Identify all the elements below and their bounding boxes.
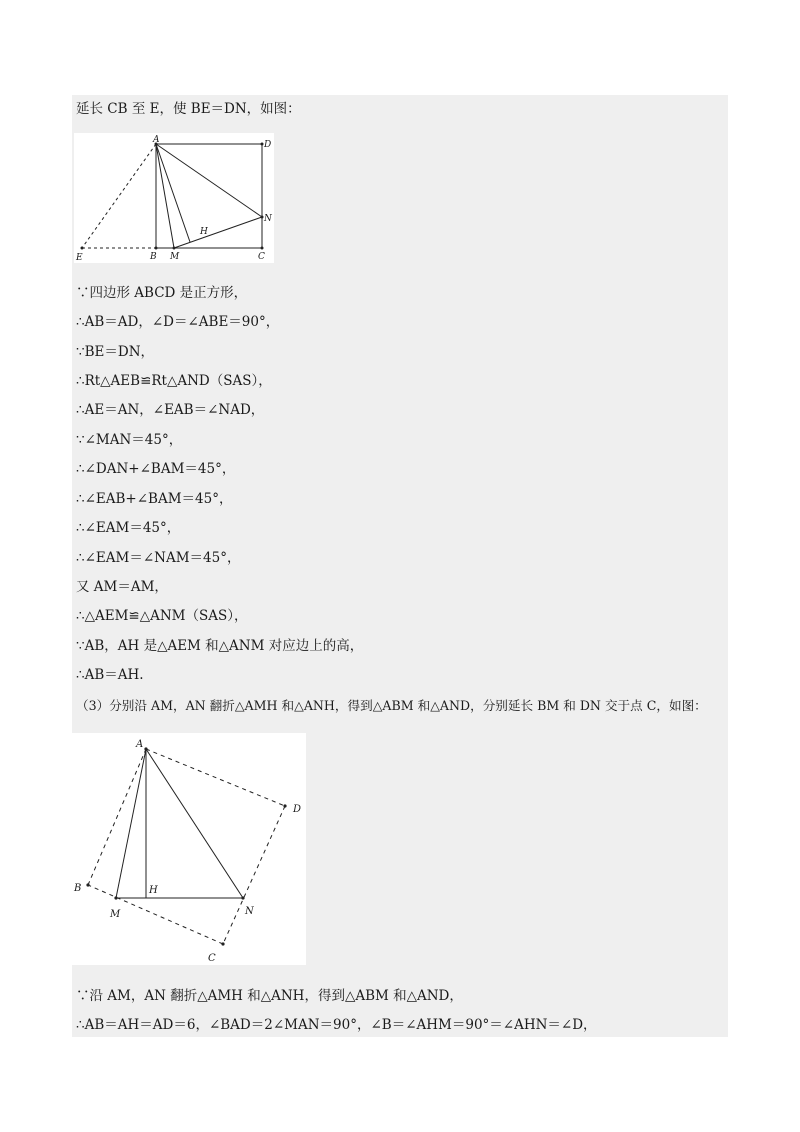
label-B: B	[74, 883, 82, 894]
label-A: A	[153, 135, 160, 145]
label-M: M	[170, 252, 180, 262]
point-C	[261, 247, 264, 250]
text-line-3: ∴AB＝AD，∠D＝∠ABE＝90°，	[76, 314, 280, 330]
segment-AM	[116, 749, 146, 898]
text-line-7: ∵∠MAN＝45°，	[76, 432, 183, 448]
text-line-1: 延长 CB 至 E，使 BE＝DN，如图：	[76, 101, 301, 117]
text-line-15: ∴AB＝AH.	[76, 667, 144, 683]
segment-BA-dashed	[88, 749, 146, 885]
label-M: M	[110, 909, 121, 920]
segment-AH	[156, 144, 190, 242]
label-C: C	[208, 953, 216, 964]
segment-AN	[156, 144, 262, 217]
figure-2-svg	[72, 733, 306, 965]
text-line-10: ∴∠EAM＝45°，	[76, 520, 181, 536]
label-D: D	[293, 804, 302, 815]
point-B	[155, 247, 158, 250]
point-N	[241, 896, 244, 899]
segment-AN	[146, 749, 243, 898]
label-H: H	[200, 227, 208, 237]
text-line-17: ∵沿 AM，AN 翻折△AMH 和△ANH，得到△ABM 和△AND，	[76, 988, 463, 1004]
figure-square-2	[72, 733, 306, 965]
point-B	[86, 883, 89, 886]
text-line-4: ∵BE＝DN，	[76, 344, 155, 360]
text-line-2: ∵四边形 ABCD 是正方形，	[76, 285, 248, 301]
text-line-13: ∴△AEM≌△ANM（SAS），	[76, 608, 248, 624]
segment-AE-dashed	[82, 144, 156, 248]
segment-DC-dashed	[223, 806, 285, 944]
text-line-6: ∴AE＝AN，∠EAB＝∠NAD，	[76, 402, 265, 418]
label-N: N	[264, 214, 272, 224]
point-C	[221, 942, 224, 945]
point-M	[173, 247, 176, 250]
label-D: D	[264, 140, 272, 150]
segment-AM	[156, 144, 174, 248]
segment-AD-dashed	[146, 749, 285, 806]
text-line-12: 又 AM＝AM，	[76, 579, 168, 595]
label-H: H	[149, 885, 158, 896]
label-E: E	[76, 253, 83, 263]
text-line-18: ∴AB＝AH＝AD＝6，∠BAD＝2∠MAN＝90°，∠B＝∠AHM＝90°＝∠AHN＝∠D，	[76, 1017, 597, 1033]
text-line-16: （3）分别沿 AM，AN 翻折△AMH 和△ANH，得到△ABM 和△AND，分别延长 BM 和 DN 交于点 C，如图：	[76, 698, 707, 713]
text-line-9: ∴∠EAB+∠BAM＝45°，	[76, 491, 233, 507]
point-E	[81, 247, 84, 250]
label-A: A	[136, 739, 144, 750]
point-A	[144, 747, 147, 750]
text-line-8: ∴∠DAN+∠BAM＝45°，	[76, 461, 236, 477]
label-N: N	[245, 906, 254, 917]
label-C: C	[258, 252, 265, 262]
figure-1-svg	[74, 133, 274, 263]
label-B: B	[150, 252, 157, 262]
text-line-11: ∴∠EAM＝∠NAM＝45°，	[76, 550, 241, 566]
text-line-14: ∵AB，AH 是△AEM 和△ANM 对应边上的高，	[76, 638, 364, 654]
point-M	[114, 896, 117, 899]
text-line-5: ∴Rt△AEB≌Rt△AND（SAS），	[76, 373, 272, 389]
point-D	[283, 804, 286, 807]
figure-square-1	[74, 133, 274, 263]
